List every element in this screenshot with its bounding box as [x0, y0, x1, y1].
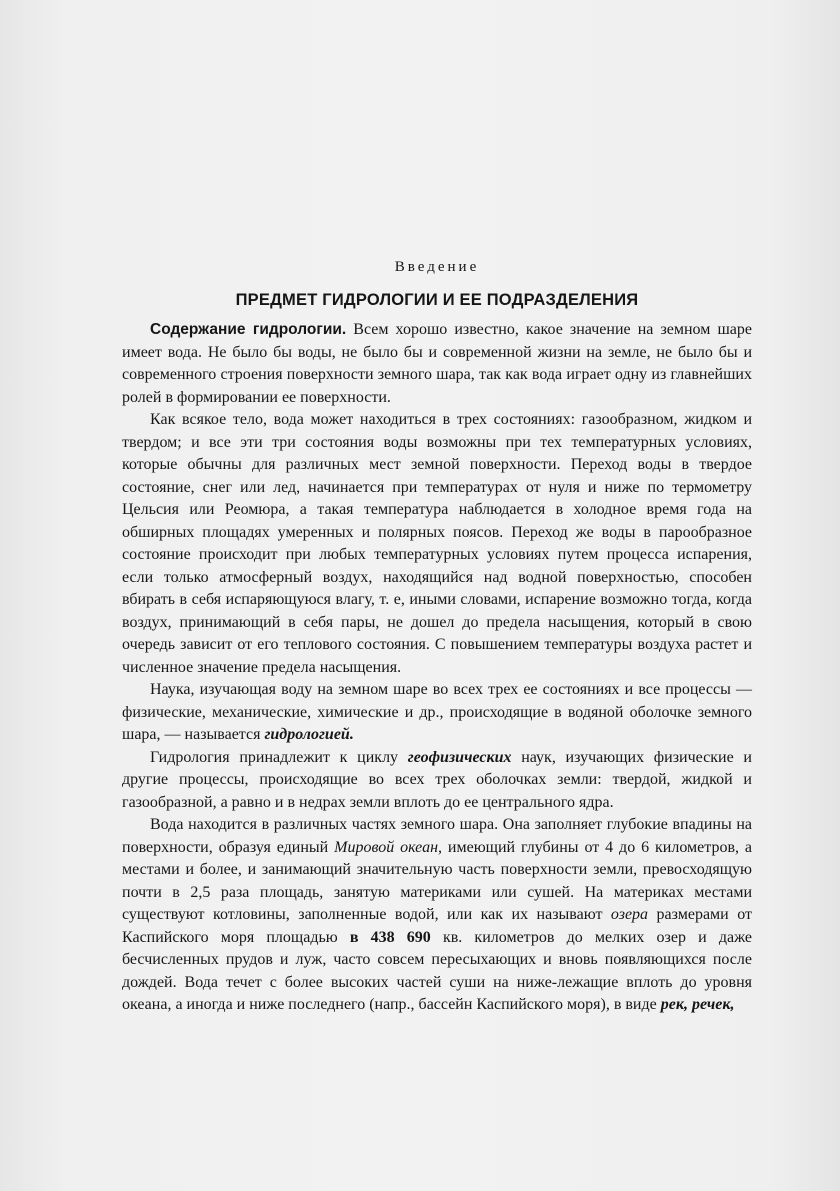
- text-run: Гидрология принадлежит к циклу: [150, 748, 408, 766]
- paragraph-1: [122, 319, 752, 409]
- section-label: Введение: [394, 259, 480, 275]
- text-run: имеющий глубины от 4 до 6 километров, а местами и более, и занимающий значительную часть поверхности земли, превосходящую почти в 2,5 раза площадь, занятую материками или сушей. На материках местами существуют котловины, заполненные водой, или как их называют: [122, 838, 752, 923]
- chapter-title: ПРЕДМЕТ ГИДРОЛОГИИ И ЕЕ ПОДРАЗДЕЛЕНИЯ: [235, 291, 639, 309]
- document-body: [122, 257, 752, 1017]
- paragraph-3: [122, 679, 752, 747]
- text-run: кв. километров до мелких озер и даже бесчисленных прудов и луж, часто совсем пересыхающих и вновь появляющихся после дождей. Вода течет с более высоких частей суши на ниже-лежащие вплоть до уровня океана, а иногда и ниже последнего (напр., бассейн Каспийского моря), в виде: [122, 928, 753, 1013]
- text-run: Наука, изучающая воду на земном шаре во всех трех ее состояниях и все процессы — физические, механические, химические и др., происходящие в водяной оболочке земного шара, — называется: [122, 681, 752, 743]
- paragraph-5: [122, 814, 752, 1017]
- term-rivers: рек, речек,: [660, 996, 735, 1013]
- term-world-ocean: Мировой океан,: [334, 838, 443, 856]
- paragraph-4: [122, 747, 752, 815]
- text-run: наук, изучающих физические и другие процессы, происходящие во всех трех оболочках земли: твердой, жидкой и газообразной, а равно и в недрах земли вплоть до ее центрального ядра.: [122, 748, 752, 811]
- paragraph-text: Всем хорошо известно, какое значение на земном шаре имеет вода. Не было бы воды, не было бы и современной жизни на земле, не было бы и современного строения поверхности земного шара, так как вода играет одну из главнейших ролей в формировании ее поверхности.: [122, 321, 752, 406]
- term-hydrology: гидрологией.: [264, 726, 354, 743]
- paragraph-2: Как всякое тело, вода может находиться в трех состояниях: газообразном, жидком и твердом; и все эти три состояния воды возможны при тех температурных условиях, которые обычны для различных мест земной поверхности. Переход воды в твердое состояние, снег или лед, начинается при температурах от нуля и ниже по термометру Цельсия или Реомюра, а такая температура наблюдается в холодное время года на обширных площадях умеренных и полярных поясов. Переход же воды в парообразное состояние происходит при любых температурных условиях путем процесса испарения, если только атмосферный воздух, находящийся над водной поверхностью, способен вбирать в себя испаряющуюся влагу, т. е, иными словами, испарение возможно тогда, когда воздух, принимающий в себя пары, не дошел до предела насыщения, который в свою очередь зависит от его теплового состояния. С повышением температуры воздуха растет и численное значение предела насыщения.: [122, 411, 752, 676]
- text-run: размерами от Каспийского моря площадью: [122, 906, 752, 946]
- paragraph-lead: Содержание гидрологии.: [150, 321, 347, 338]
- term-geophysical: геофизических: [407, 748, 512, 766]
- area-value: в 438 690: [349, 928, 431, 946]
- term-lakes: озера: [610, 906, 649, 923]
- text-run: Вода находится в различных частях земного шара. Она заполняет глубокие впадины на поверхности, образуя единый: [122, 816, 752, 856]
